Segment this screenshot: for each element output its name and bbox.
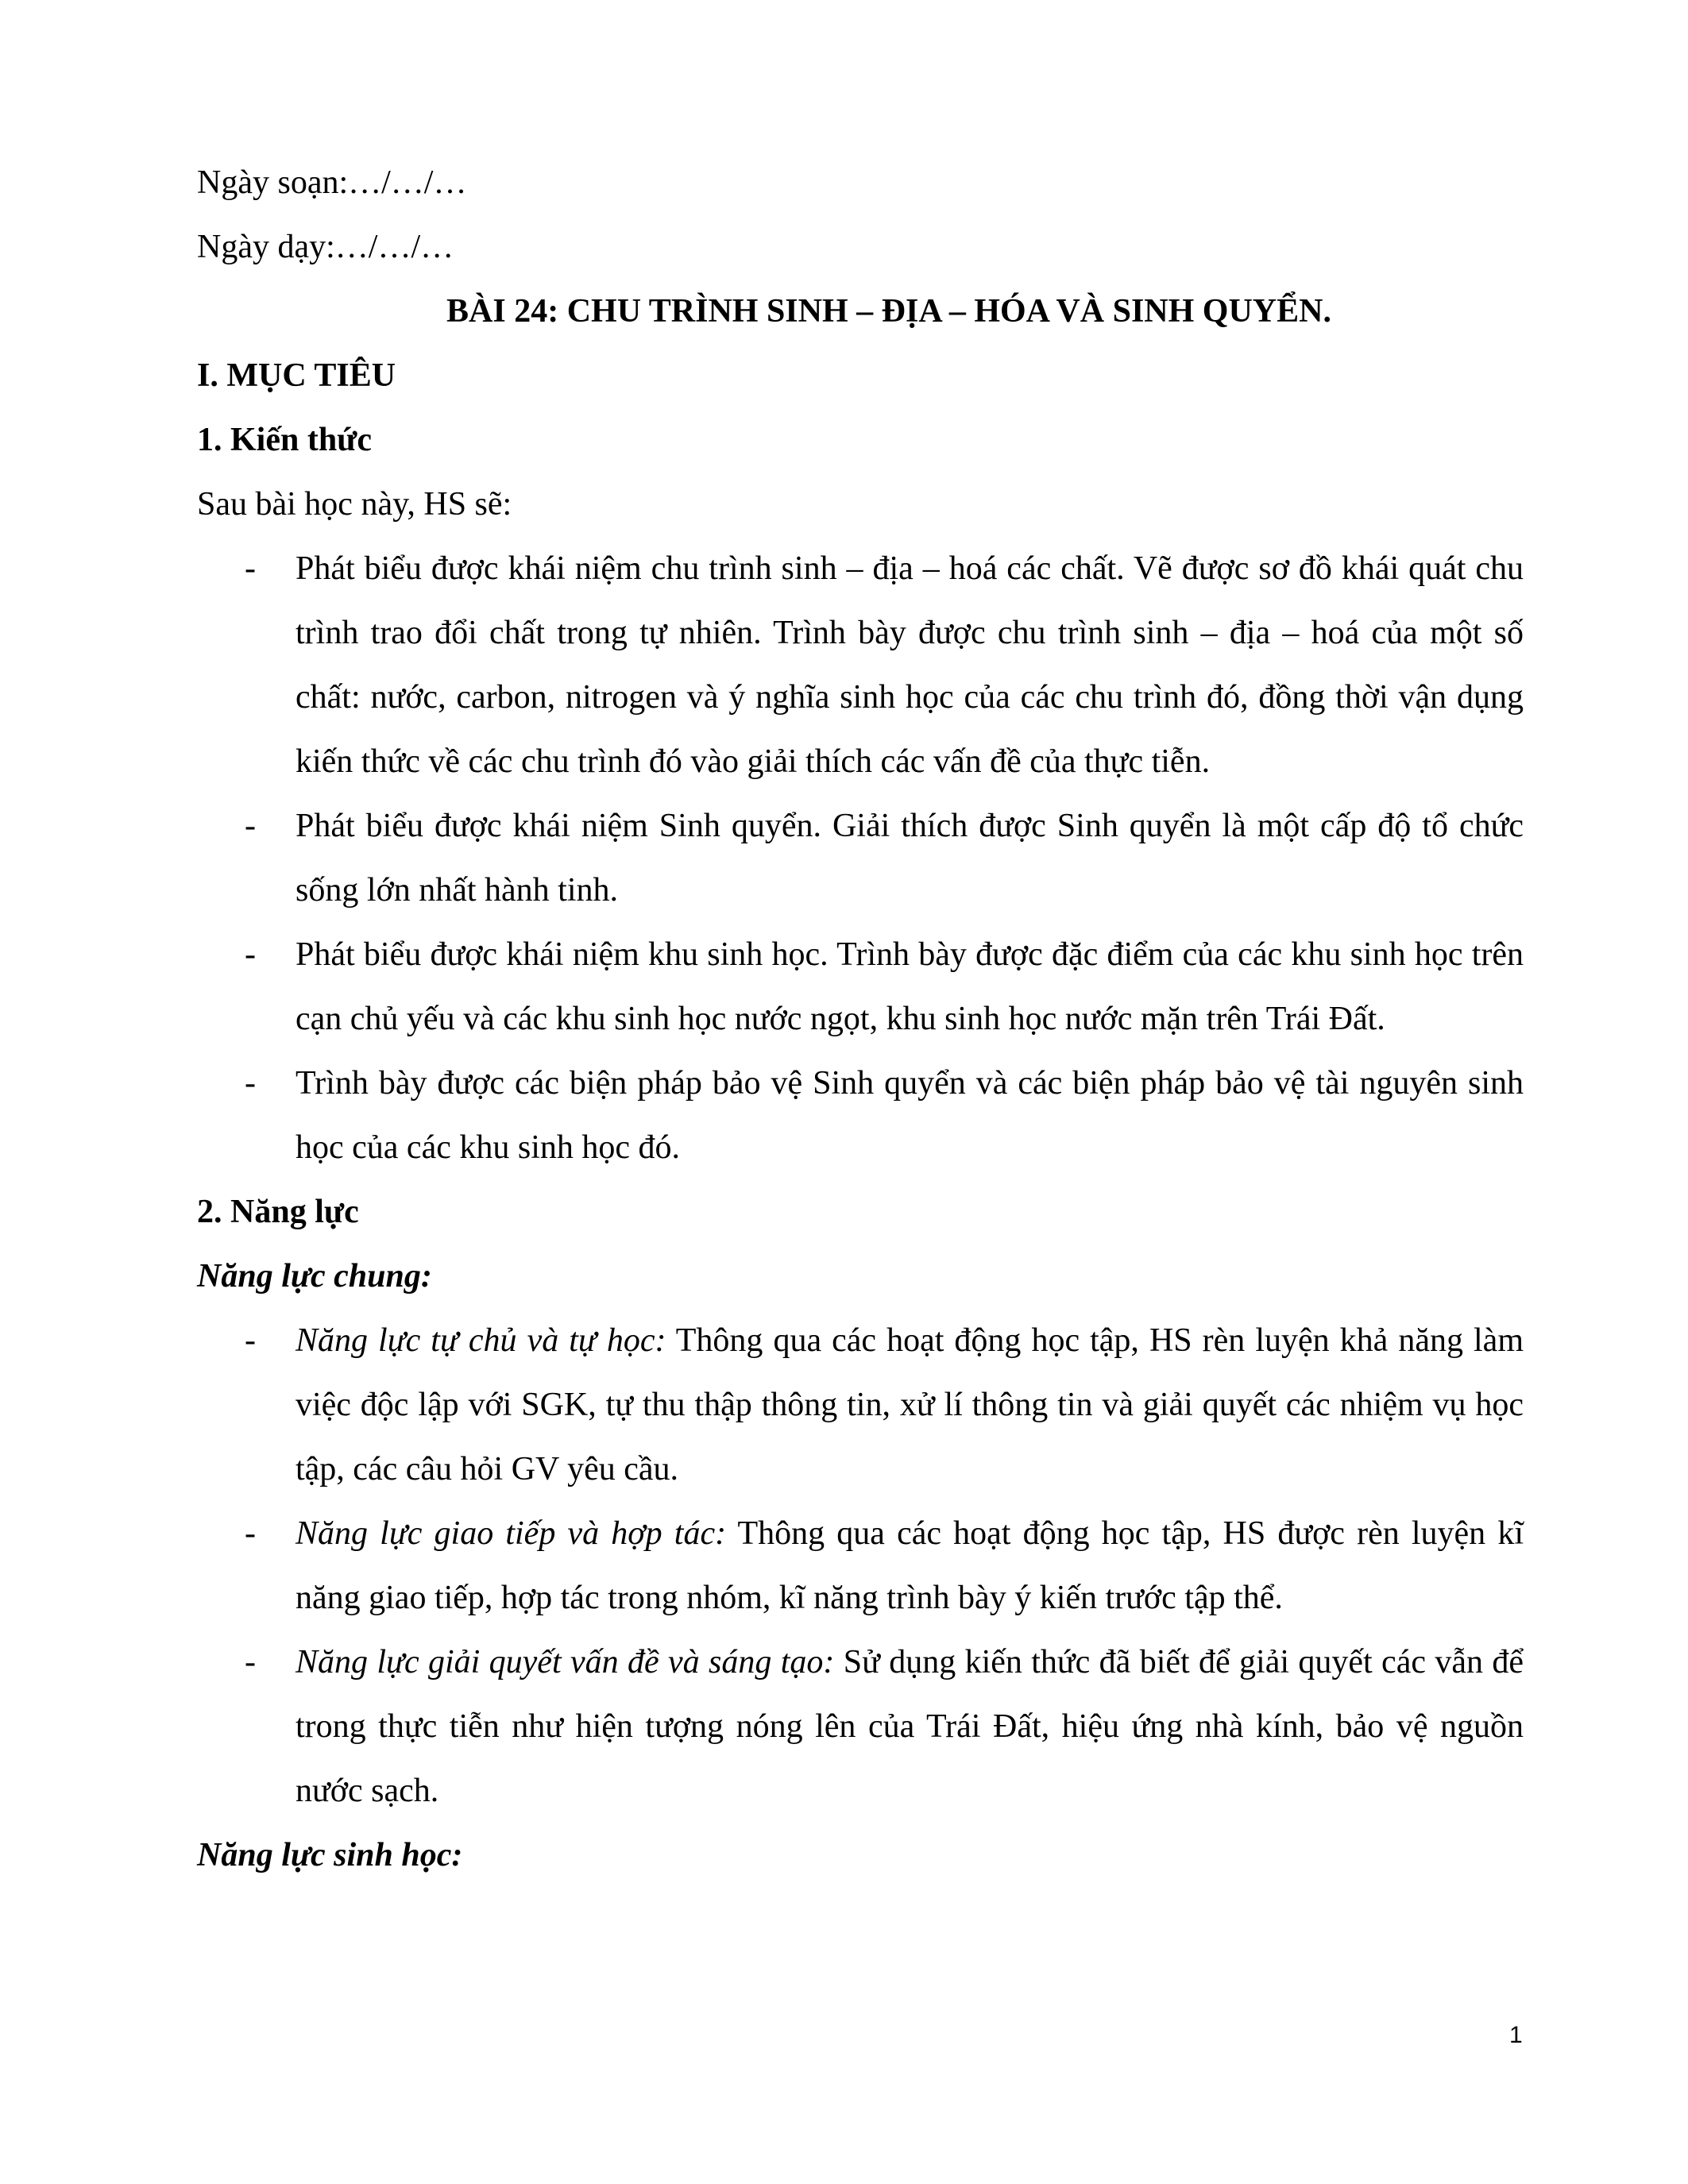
knowledge-bullet [197,794,1524,923]
section-heading-objectives: I. MỤC TIÊU [197,357,396,394]
bullet-dash: - [245,1515,256,1552]
knowledge-bullet [197,1051,1524,1180]
bullet-text: Trình bày được các biện pháp bảo vệ Sinh quyển và các biện pháp bảo vệ tài nguyên sinh học của các khu sinh học đó. [295,1065,1524,1166]
bullet-dash: - [245,936,256,973]
bullet-dash: - [245,1065,256,1102]
competency-text: Thông qua các hoạt động học tập, HS rèn luyện khả năng làm việc độc lập với SGK, tự thu thập thông tin, xử lí thông tin và giải quyết các nhiệm vụ học tập, các câu hỏi GV yêu cầu. [295,1322,1524,1488]
general-competencies-heading: Năng lực chung: [197,1258,432,1295]
competency-text: Thông qua các hoạt động học tập, HS được rèn luyện kĩ năng giao tiếp, hợp tác trong nhóm, kĩ năng trình bày ý kiến trước tập thể. [295,1515,1524,1616]
teaching-date: Ngày dạy:…/…/… [197,229,454,265]
competency-label: Năng lực giao tiếp và hợp tác: [295,1515,727,1552]
bullet-text: Phát biểu được khái niệm khu sinh học. Trình bày được đặc điểm của các khu sinh học trên cạn chủ yếu và các khu sinh học nước ngọt, khu sinh học nước mặn trên Trái Đất. [295,936,1524,1037]
subheading-competencies: 2. Năng lực [197,1194,359,1230]
knowledge-bullet [197,537,1524,794]
competency-bullet [197,1309,1524,1502]
competency-text: Sử dụng kiến thức đã biết để giải quyết các vẫn để trong thực tiễn như hiện tượng nóng lên của Trái Đất, hiệu ứng nhà kính, bảo vệ nguồn nước sạch. [295,1644,1524,1809]
bullet-dash: - [245,1644,256,1680]
knowledge-intro: Sau bài học này, HS sẽ: [197,486,512,523]
bullet-text: Phát biểu được khái niệm chu trình sinh – địa – hoá các chất. Vẽ được sơ đồ khái quát chu trình trao đổi chất trong tự nhiên. Trình bày được chu trình sinh – địa – hoá của một số chất: nước, carbon, nitrogen và ý nghĩa sinh học của các chu trình đó, đồng thời vận dụng kiến thức về các chu trình đó vào giải thích các vấn đề của thực tiễn. [295,550,1524,780]
bullet-text: Phát biểu được khái niệm Sinh quyển. Giải thích được Sinh quyển là một cấp độ tổ chức sống lớn nhất hành tinh. [295,808,1524,909]
lesson-title: BÀI 24: CHU TRÌNH SINH – ĐỊA – HÓA VÀ SINH QUYỂN. [446,293,1331,330]
bullet-dash: - [245,1322,256,1359]
document-page [197,151,1524,1888]
subheading-knowledge: 1. Kiến thức [197,422,373,458]
preparation-date: Ngày soạn:…/…/… [197,164,467,201]
competency-bullet [197,1502,1524,1630]
knowledge-bullet [197,923,1524,1051]
biology-competencies-heading: Năng lực sinh học: [197,1837,463,1873]
page-number: 1 [1509,2022,1523,2048]
bullet-dash: - [245,550,256,587]
competency-bullet [197,1630,1524,1823]
competency-label: Năng lực tự chủ và tự học: [295,1322,666,1359]
competency-label: Năng lực giải quyết vấn đề và sáng tạo: [295,1644,835,1680]
bullet-dash: - [245,808,256,844]
